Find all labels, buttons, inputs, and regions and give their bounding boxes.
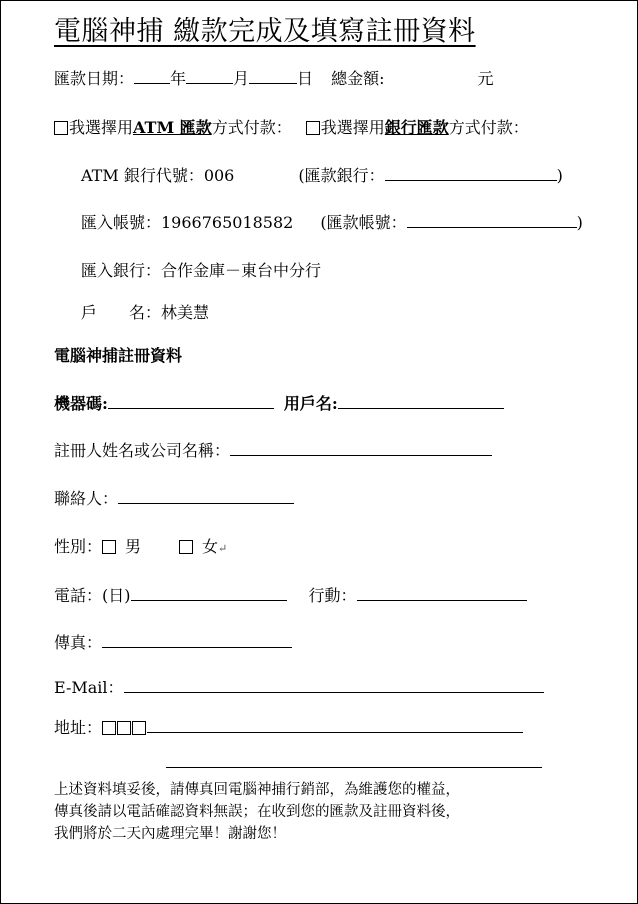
machine-code-label: 機器碼: <box>54 394 108 413</box>
address-row <box>54 718 523 738</box>
gender-label: 性別： <box>54 537 103 556</box>
contact-field[interactable] <box>118 489 294 504</box>
total-amount-label: 總金額: <box>331 69 385 88</box>
payment-method-row <box>54 118 529 138</box>
address-field-2[interactable] <box>166 753 542 768</box>
address-line-2 <box>166 753 542 773</box>
atm-bank-code: ATM 銀行代號：006 <box>81 166 235 185</box>
address-label: 地址： <box>54 718 103 737</box>
username-field[interactable] <box>338 394 504 409</box>
registrant-name-field[interactable] <box>230 441 492 456</box>
atm-option-bold: ATM 匯款 <box>133 118 212 137</box>
female-label: 女 <box>202 537 219 556</box>
footer-line-1: 上述資料填妥後，請傳真回電腦神捕行銷部，為維護您的權益， <box>54 782 460 798</box>
mobile-label: 行動： <box>308 586 357 605</box>
phone-row <box>54 586 527 606</box>
bank-option-text: 我選擇用 <box>320 118 385 137</box>
day-phone-label: 電話：(日) <box>54 586 131 605</box>
form-title: 電腦神捕 繳款完成及填寫註冊資料 <box>54 16 476 47</box>
day-label: 日 <box>297 69 314 88</box>
month-label: 月 <box>233 69 250 88</box>
gender-row <box>54 537 227 559</box>
postal-code-box-1[interactable] <box>102 721 116 735</box>
deposit-account: 匯入帳號：1966765018582 <box>81 213 294 232</box>
account-holder-row <box>81 303 209 323</box>
year-label: 年 <box>170 69 187 88</box>
contact-row <box>54 489 294 509</box>
remit-account-label: (匯款帳號： <box>320 213 407 232</box>
atm-option-suffix: 方式付款： <box>211 118 292 137</box>
email-field[interactable] <box>124 678 544 693</box>
registration-heading: 電腦神捕註冊資料 <box>54 346 183 365</box>
day-field[interactable] <box>249 69 297 84</box>
footer-line-3: 我們將於二天內處理完畢！謝謝您！ <box>54 826 286 842</box>
postal-code-box-3[interactable] <box>132 721 146 735</box>
male-checkbox[interactable] <box>102 540 116 554</box>
bank-option-suffix: 方式付款： <box>448 118 529 137</box>
account-holder-value: ：林美慧 <box>145 303 210 322</box>
fax-row <box>54 633 292 653</box>
month-field[interactable] <box>186 69 233 84</box>
close-paren: ) <box>576 213 583 232</box>
female-checkbox[interactable] <box>179 540 193 554</box>
total-amount-unit: 元 <box>477 69 494 88</box>
registrant-row <box>54 441 492 461</box>
deposit-bank: 匯入銀行：合作金庫－東台中分行 <box>81 261 322 280</box>
contact-label: 聯絡人： <box>54 489 119 508</box>
username-label: 用戶名: <box>283 394 338 413</box>
year-field[interactable] <box>134 69 170 84</box>
account-holder-label: 戶 名 <box>81 303 146 322</box>
close-paren: ) <box>556 166 563 185</box>
address-field[interactable] <box>147 718 523 733</box>
email-row <box>54 678 544 698</box>
fax-label: 傳真： <box>54 633 103 652</box>
mobile-field[interactable] <box>357 586 527 601</box>
remit-bank-field[interactable] <box>385 166 557 181</box>
atm-option-text: 我選擇用 <box>69 118 134 137</box>
footer-note <box>54 779 460 845</box>
fax-field[interactable] <box>102 633 292 648</box>
male-label: 男 <box>125 537 142 556</box>
remit-account-field[interactable] <box>407 213 577 228</box>
email-label: E-Mail： <box>54 678 124 697</box>
registrant-name-label: 註冊人姓名或公司名稱： <box>54 441 231 460</box>
remit-date-label: 匯款日期： <box>54 69 135 88</box>
remit-bank-label: (匯款銀行： <box>298 166 385 185</box>
account-row <box>81 213 583 233</box>
machine-code-field[interactable] <box>108 394 274 409</box>
footer-line-2: 傳真後請以電話確認資料無誤；在收到您的匯款及註冊資料後， <box>54 804 460 820</box>
bank-option-checkbox[interactable] <box>306 121 320 135</box>
postal-code-box-2[interactable] <box>117 721 131 735</box>
atm-option-checkbox[interactable] <box>54 121 68 135</box>
remit-date-row <box>54 69 493 89</box>
paragraph-mark: ↵ <box>218 542 228 555</box>
atm-code-row <box>81 166 563 186</box>
day-phone-field[interactable] <box>131 586 287 601</box>
bank-option-bold: 銀行匯款 <box>384 118 449 137</box>
machine-user-row <box>54 394 504 414</box>
